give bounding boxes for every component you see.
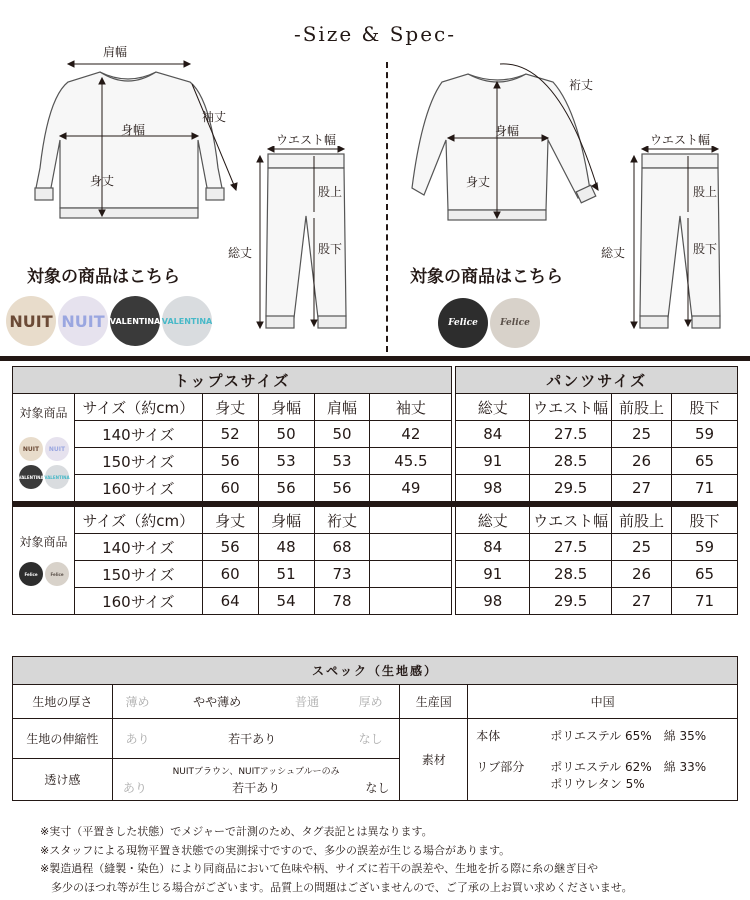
cell: 84 [456, 421, 530, 448]
cell: 84 [456, 534, 530, 561]
cell [370, 561, 452, 588]
table-row [13, 475, 738, 502]
row-size: 160サイズ [74, 588, 202, 615]
col-size: サイズ（約cm） [74, 394, 202, 421]
row-size: 150サイズ [74, 561, 202, 588]
cell: 98 [456, 475, 530, 502]
col-body-length-2: 身丈 [202, 507, 258, 534]
cell: 45.5 [370, 448, 452, 475]
cell: 29.5 [530, 475, 612, 502]
col-empty-2 [370, 507, 452, 534]
sweatshirt-illustration-left [30, 58, 245, 228]
mini-swatch-nuit-brown: NUIT [19, 437, 43, 461]
label-rise: 股上 [318, 185, 343, 199]
cell: 60 [202, 561, 258, 588]
col-front-rise: 前股上 [612, 394, 672, 421]
cell: 52 [202, 421, 258, 448]
cell: 27 [612, 588, 672, 615]
mini-swatch-felice-black: Felice [19, 562, 43, 586]
row-size: 140サイズ [74, 534, 202, 561]
cell: 56 [258, 475, 314, 502]
col-inseam: 股下 [672, 394, 738, 421]
cell: 64 [202, 588, 258, 615]
swatch-felice-black: Felice [438, 298, 488, 348]
target-label-group2: 対象商品 Felice Felice [13, 507, 75, 615]
spec-thickness-label: 生地の厚さ [13, 685, 113, 719]
cell: 53 [314, 448, 370, 475]
cell: 25 [612, 421, 672, 448]
table-row [13, 588, 738, 615]
cell: 26 [612, 448, 672, 475]
label-body-width-right: 身幅 [495, 124, 520, 138]
cell: 26 [612, 561, 672, 588]
cell: 29.5 [530, 588, 612, 615]
cell: 50 [258, 421, 314, 448]
stretch-option-selected: 若干あり [162, 719, 342, 759]
cell: 27.5 [530, 421, 612, 448]
pants-size-header: パンツサイズ [456, 367, 738, 394]
notes [40, 823, 633, 897]
cell: 65 [672, 561, 738, 588]
material-rib-value2: ポリウレタン 5% [550, 777, 645, 791]
table-row [13, 534, 738, 561]
cell: 91 [456, 561, 530, 588]
mini-swatch-valentina-black: VALENTINA [19, 465, 43, 489]
thickness-option: 厚め [342, 685, 400, 719]
label-total-length: 総丈 [228, 246, 253, 260]
cell: 78 [314, 588, 370, 615]
label-raglan-length: 裄丈 [569, 78, 594, 92]
col-body-length: 身丈 [202, 394, 258, 421]
col-front-rise-2: 前股上 [612, 507, 672, 534]
cell: 59 [672, 421, 738, 448]
col-raglan-2: 裄丈 [314, 507, 370, 534]
cell: 65 [672, 448, 738, 475]
cell [370, 534, 452, 561]
cell: 48 [258, 534, 314, 561]
cell [370, 588, 452, 615]
label-waist-width: ウエスト幅 [276, 133, 337, 147]
mini-swatch-nuit-ashblue: NUIT [45, 437, 69, 461]
label-total-length-right: 総丈 [601, 246, 626, 260]
label-body-width: 身幅 [121, 123, 146, 137]
sheer-option: なし [365, 780, 390, 795]
swatch-valentina-black: VALENTINA [110, 296, 160, 346]
label-sleeve-length: 袖丈 [202, 110, 227, 124]
stretch-option: あり [112, 719, 162, 759]
row-size: 160サイズ [74, 475, 202, 502]
spec-header: スペック（生地感） [13, 657, 738, 685]
target-products-heading-right: 対象の商品はこちら [410, 267, 563, 287]
col-inseam-2: 股下 [672, 507, 738, 534]
label-inseam: 股下 [318, 242, 343, 256]
col-size-2: サイズ（約cm） [74, 507, 202, 534]
col-total: 総丈 [456, 394, 530, 421]
material-body-label: 本体 [476, 729, 501, 743]
spec-origin-label: 生産国 [400, 685, 468, 719]
col-waist: ウエスト幅 [530, 394, 612, 421]
row-size: 150サイズ [74, 448, 202, 475]
cell: 59 [672, 534, 738, 561]
label-rise-right: 股上 [693, 185, 718, 199]
label-shoulder-width: 肩幅 [103, 45, 128, 59]
table-row [13, 448, 738, 475]
cell: 28.5 [530, 561, 612, 588]
page-title: -Size & Spec- [293, 22, 457, 46]
cell: 56 [202, 448, 258, 475]
note-line: 多少のほつれ等が生じる場合がございます。品質上の問題はございませんので、ご了承の上お買い求めくださいませ。 [40, 880, 633, 894]
col-waist-2: ウエスト幅 [530, 507, 612, 534]
material-rib-value1: ポリエステル 62% 綿 33% [550, 760, 707, 774]
mini-swatch-valentina-grey: VALENTINA [45, 465, 69, 489]
col-total-2: 総丈 [456, 507, 530, 534]
table-row [13, 421, 738, 448]
sheer-option-selected: 若干あり [232, 780, 281, 795]
thickness-option-selected: やや薄め [162, 685, 272, 719]
spec-material-label: 素材 [400, 719, 468, 801]
col-sleeve: 袖丈 [370, 394, 452, 421]
size-table [12, 366, 738, 615]
material-body-value: ポリエステル 65% 綿 35% [550, 729, 707, 743]
spec-stretch-label: 生地の伸縮性 [13, 719, 113, 759]
cell: 68 [314, 534, 370, 561]
spec-table [12, 656, 738, 801]
cell: 27 [612, 475, 672, 502]
note-line: ※実寸（平置きした状態）でメジャーで計測のため、タグ表記とは異なります。 [40, 825, 433, 838]
spec-sheer-label: 透け感 [13, 759, 113, 801]
swatch-nuit-ashblue: NUIT [58, 296, 108, 346]
section-bar [0, 356, 750, 361]
cell: 56 [202, 534, 258, 561]
cell: 60 [202, 475, 258, 502]
label-body-length: 身丈 [90, 174, 115, 188]
mini-swatch-felice-beige: Felice [45, 562, 69, 586]
spec-origin-value: 中国 [468, 685, 738, 719]
sheer-option: あり [122, 780, 147, 795]
thickness-option: 薄め [112, 685, 162, 719]
note-line: ※製造過程（縫製・染色）により同商品において色味や柄、サイズに若干の誤差や、生地を折る際に糸の継ぎ目や [40, 862, 599, 875]
sheer-options [112, 759, 400, 801]
sheer-note: NUITブラウン、NUITアッシュブルーのみ [172, 766, 340, 777]
cell: 71 [672, 588, 738, 615]
col-body-width-2: 身幅 [258, 507, 314, 534]
swatch-nuit-brown: NUIT [6, 296, 56, 346]
cell: 73 [314, 561, 370, 588]
label-waist-width-right: ウエスト幅 [650, 133, 711, 147]
thickness-option: 普通 [272, 685, 342, 719]
col-shoulder: 肩幅 [314, 394, 370, 421]
label-body-length-right: 身丈 [466, 175, 491, 189]
cell: 50 [314, 421, 370, 448]
swatch-valentina-grey: VALENTINA [162, 296, 212, 346]
pants-illustration-right [626, 146, 736, 336]
cell: 27.5 [530, 534, 612, 561]
swatch-felice-beige: Felice [490, 298, 540, 348]
tops-size-header: トップスサイズ [13, 367, 452, 394]
cell: 28.5 [530, 448, 612, 475]
cell: 56 [314, 475, 370, 502]
pants-illustration-left [252, 146, 362, 336]
row-size: 140サイズ [74, 421, 202, 448]
section-divider [386, 62, 388, 352]
material-rib-label: リブ部分 [476, 760, 525, 774]
col-body-width: 身幅 [258, 394, 314, 421]
spec-material-values [468, 719, 738, 801]
cell: 91 [456, 448, 530, 475]
label-inseam-right: 股下 [693, 242, 718, 256]
note-line: ※スタッフによる現物平置き状態での実測採寸ですので、多少の誤差が生じる場合があります。 [40, 843, 511, 857]
cell: 71 [672, 475, 738, 502]
cell: 25 [612, 534, 672, 561]
cell: 53 [258, 448, 314, 475]
cell: 49 [370, 475, 452, 502]
table-row [13, 561, 738, 588]
cell: 51 [258, 561, 314, 588]
cell: 42 [370, 421, 452, 448]
cell: 54 [258, 588, 314, 615]
stretch-option: なし [342, 719, 400, 759]
target-products-heading-left: 対象の商品はこちら [27, 267, 180, 287]
target-label-group1: 対象商品 NUIT NUIT VALENTINA VALENTINA [13, 394, 75, 502]
cell: 98 [456, 588, 530, 615]
